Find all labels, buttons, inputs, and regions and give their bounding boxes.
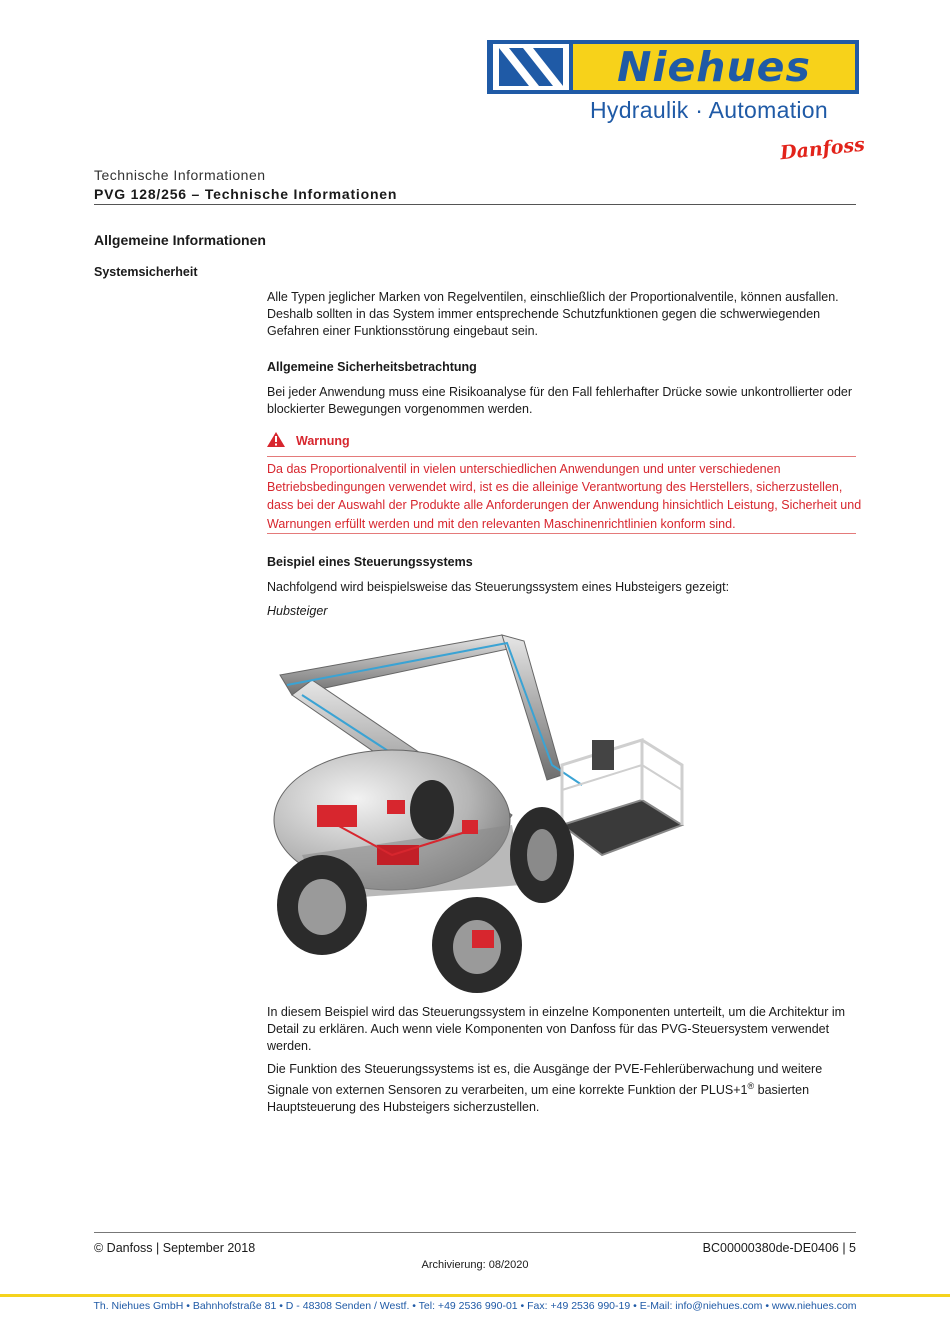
aerial-platform-illustration: [262, 625, 692, 995]
warning-text: Da das Proportionalventil in vielen unterschiedlichen Anwendungen und unter verschiedenen Betriebsbedingungen verwendet wird, ist es die alleinige Verantwortung des Herstellers, sicherzustellen, dass bei der Auswahl der Produkte alle Anforderungen der Anwendung hinsichtlich Leistung, Sicherheit und Warnungen erfüllt werden und mit den relevanten Maschinenrichtlinien konform sind.: [267, 462, 862, 531]
example-text: Nachfolgend wird beispielsweise das Steuerungssystem eines Hubsteigers gezeigt:: [267, 580, 730, 594]
logo-tagline: Hydraulik · Automation: [590, 97, 828, 123]
safety-heading: Allgemeine Sicherheitsbetrachtung: [267, 360, 477, 374]
example-heading: Beispiel eines Steuerungssystems: [267, 555, 473, 569]
paragraph-function: Die Funktion des Steuerungssystems ist es, die Ausgänge der PVE-Fehlerüberwachung und weitere Signale von externen Sensoren zu verarbeiten, um eine korrekte Funktion der PLUS+1® basierten Hauptsteuerung des Hubsteigers sicherzustellen.: [267, 1062, 823, 1115]
footer-divider: [94, 1232, 856, 1233]
warning-bottom-rule: [267, 533, 856, 534]
header-category: Technische Informationen: [94, 167, 266, 183]
header-title: PVG 128/256 – Technische Informationen: [94, 186, 398, 202]
header-divider: [94, 204, 856, 205]
niehues-emblem-icon: [493, 44, 569, 90]
illustration-caption: Hubsteiger: [267, 604, 328, 618]
intro-paragraph: Alle Typen jeglicher Marken von Regelventilen, einschließlich der Proportionalventile, können ausfallen. Deshalb sollten in das System immer entsprechende Schutzfunktionen gegen die schwerwiegenden Gefahren einer Funktionsstörung eingebaut sein.: [267, 290, 839, 338]
contact-line: Th. Niehues GmbH • Bahnhofstraße 81 • D - 48308 Senden / Westf. • Tel: +49 2536 990-01 • Fax: +49 2536 990-19 • E-Mail: info@niehues.com • www.niehues.com: [93, 1300, 857, 1312]
safety-paragraph: Bei jeder Anwendung muss eine Risikoanalyse für den Fall fehlerhafter Drücke sowie unkontrollierter oder blockierter Bewegungen vorgenommen werden.: [267, 385, 853, 416]
section-subheading: Systemsicherheit: [94, 265, 198, 279]
warning-top-rule: [267, 456, 856, 457]
contact-divider: [0, 1294, 950, 1297]
warning-heading: [267, 432, 350, 450]
section-heading: Allgemeine Informationen: [94, 232, 266, 248]
footer-copyright: © Danfoss | September 2018: [94, 1241, 256, 1255]
warning-label: Warnung: [296, 434, 350, 448]
warning-triangle-icon: [267, 432, 285, 450]
logo-wordmark: Niehues: [573, 44, 855, 90]
footer-doc-number: BC00000380de-DE0406 | 5: [702, 1241, 856, 1255]
paragraph-architecture: In diesem Beispiel wird das Steuerungssystem in einzelne Komponenten unterteilt, um die Architektur im Detail zu erklären. Auch wenn viele Komponenten von Danfoss für das PVG-Steuersystem verwendet werden.: [267, 1005, 846, 1053]
footer-archive: Archivierung: 08/2020: [421, 1259, 529, 1271]
danfoss-logo: Danfoss: [779, 133, 866, 165]
